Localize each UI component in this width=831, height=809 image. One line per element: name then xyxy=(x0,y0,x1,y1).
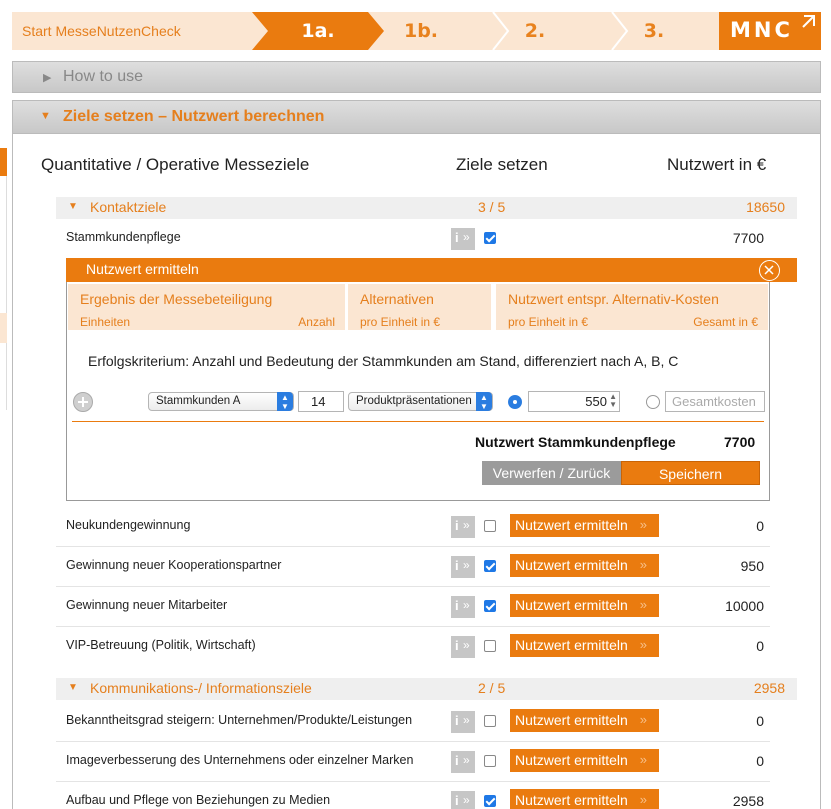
nutzwert-button[interactable]: Nutzwert ermitteln » xyxy=(510,634,659,657)
nutzwert-button[interactable]: Nutzwert ermitteln » xyxy=(510,749,659,772)
col-header-goals: Quantitative / Operative Messeziele xyxy=(41,155,310,174)
goal-checkbox[interactable] xyxy=(484,795,496,807)
tab-title: Alternativen xyxy=(360,291,434,307)
table-row xyxy=(56,782,770,809)
category-name: Kontaktziele xyxy=(90,199,167,215)
tab-nutzwert-kosten xyxy=(496,284,768,330)
nutzwert-button[interactable]: Nutzwert ermitteln » xyxy=(510,789,659,809)
total-cost-input[interactable] xyxy=(665,391,765,412)
category-value: 2958 xyxy=(753,680,785,696)
tab-sub-left: pro Einheit in € xyxy=(360,315,441,329)
goal-value: 7700 xyxy=(732,230,764,246)
expand-icon[interactable] xyxy=(798,14,816,30)
nutzwert-panel-title: Nutzwert ermitteln xyxy=(86,261,199,277)
tab-sub-right: Gesamt in € xyxy=(693,315,758,329)
caret-down-icon: ▼ xyxy=(40,110,51,122)
info-button[interactable]: i » xyxy=(451,228,475,250)
goal-name: Neukundengewinnung xyxy=(66,518,191,532)
success-criterion: Erfolgskriterium: Anzahl und Bedeutung der Stammkunden am Stand, differenziert nach A, B, C xyxy=(88,353,679,369)
goal-checkbox[interactable] xyxy=(484,560,496,572)
step-1a[interactable]: 1a. xyxy=(301,20,335,42)
total-radio[interactable] xyxy=(646,395,660,409)
price-value: 550 xyxy=(585,394,607,409)
price-radio[interactable] xyxy=(508,395,522,409)
goal-checkbox[interactable] xyxy=(484,715,496,727)
tab-title: Nutzwert entspr. Alternativ-Kosten xyxy=(508,291,719,307)
category-value: 18650 xyxy=(746,199,785,215)
goal-name: VIP-Betreuung (Politik, Wirtschaft) xyxy=(66,638,256,652)
goal-name: Bekanntheitsgrad steigern: Unternehmen/Produkte/Leistungen xyxy=(66,713,413,727)
category-name: Kommunikations-/ Informationsziele xyxy=(90,680,312,696)
step-2[interactable]: 2. xyxy=(524,20,546,42)
tab-sub-left: pro Einheit in € xyxy=(508,315,589,329)
total-cost-placeholder: Gesamtkosten xyxy=(672,394,756,409)
goal-checkbox[interactable] xyxy=(484,755,496,767)
goal-value: 0 xyxy=(756,713,764,729)
goal-checkbox[interactable] xyxy=(484,520,496,532)
total-label: Nutzwert Stammkundenpflege xyxy=(475,434,676,450)
nutzwert-button[interactable]: Nutzwert ermitteln » xyxy=(510,514,659,537)
info-button[interactable]: i » xyxy=(451,711,475,733)
how-to-use-bar[interactable] xyxy=(12,61,821,93)
caret-down-icon: ▼ xyxy=(68,682,78,693)
info-button[interactable]: i » xyxy=(451,596,475,618)
info-button[interactable]: i » xyxy=(451,751,475,773)
step-3[interactable]: 3. xyxy=(643,20,665,42)
table-row xyxy=(56,627,770,667)
select-arrows-icon: ▲ ▼ xyxy=(476,392,492,411)
add-icon[interactable] xyxy=(73,392,93,412)
quantity-input[interactable] xyxy=(298,391,344,412)
goal-checkbox[interactable] xyxy=(484,640,496,652)
quantity-value: 14 xyxy=(311,394,326,409)
goal-name: Gewinnung neuer Kooperationspartner xyxy=(66,558,282,572)
alternative-select[interactable] xyxy=(348,392,493,411)
tab-ergebnis xyxy=(68,284,345,330)
goal-name: Gewinnung neuer Mitarbeiter xyxy=(66,598,228,612)
table-row xyxy=(56,742,770,782)
info-button[interactable]: i » xyxy=(451,556,475,578)
unit-select[interactable] xyxy=(148,392,294,411)
logo-text: MNC xyxy=(730,18,793,42)
discard-button[interactable]: Verwerfen / Zurück xyxy=(482,461,621,485)
divider xyxy=(72,421,764,422)
goal-name: Imageverbesserung des Unternehmens oder einzelner Marken xyxy=(66,753,414,767)
save-button[interactable]: Speichern xyxy=(621,461,760,485)
col-header-value: Nutzwert in € xyxy=(667,155,767,174)
goal-value: 10000 xyxy=(725,598,764,614)
goal-name: Aufbau und Pflege von Beziehungen zu Medien xyxy=(66,793,331,807)
close-icon[interactable] xyxy=(759,260,780,281)
col-header-set-goals: Ziele setzen xyxy=(456,155,548,174)
goal-name: Stammkundenpflege xyxy=(66,230,181,244)
table-row xyxy=(56,547,770,587)
category-count: 3 / 5 xyxy=(478,199,506,215)
nutzwert-button[interactable]: Nutzwert ermitteln » xyxy=(510,709,659,732)
ziele-bar[interactable] xyxy=(12,100,821,134)
nutzwert-button[interactable]: Nutzwert ermitteln » xyxy=(510,594,659,617)
how-to-use-label: How to use xyxy=(63,68,144,85)
table-row xyxy=(56,702,770,742)
total-value: 7700 xyxy=(724,434,756,450)
category-kontaktziele[interactable] xyxy=(56,197,797,219)
nutzwert-panel-header xyxy=(66,258,797,282)
category-kommunikationsziele[interactable] xyxy=(56,678,797,700)
info-button[interactable]: i » xyxy=(451,636,475,658)
goal-value: 0 xyxy=(756,638,764,654)
tab-title: Ergebnis der Messebeteiligung xyxy=(80,291,273,307)
table-row xyxy=(56,507,770,547)
info-button[interactable]: i » xyxy=(451,791,475,809)
caret-down-icon: ▼ xyxy=(68,201,78,212)
unit-select-value: Stammkunden A xyxy=(156,395,241,407)
left-edge-highlight xyxy=(0,148,7,176)
ziele-title: Ziele setzen – Nutzwert berechnen xyxy=(63,108,325,125)
step-1b[interactable]: 1b. xyxy=(403,20,439,42)
goal-checkbox[interactable] xyxy=(484,600,496,612)
goal-value: 950 xyxy=(740,558,764,574)
goal-value: 2958 xyxy=(732,793,764,809)
tab-sub-left: Einheiten xyxy=(80,315,131,329)
category-count: 2 / 5 xyxy=(478,680,506,696)
price-input[interactable] xyxy=(528,391,620,412)
table-row xyxy=(56,587,770,627)
start-link[interactable]: Start MesseNutzenCheck xyxy=(22,23,181,39)
alternative-select-value: Produktpräsentationen xyxy=(356,395,472,407)
info-button[interactable]: i » xyxy=(451,516,475,538)
left-edge-panel xyxy=(0,148,7,410)
stepper-icon[interactable]: ▲ ▼ xyxy=(609,392,617,409)
goal-value: 0 xyxy=(756,518,764,534)
select-arrows-icon: ▲ ▼ xyxy=(277,392,293,411)
goal-value: 0 xyxy=(756,753,764,769)
caret-right-icon: ▶ xyxy=(43,72,52,84)
tab-sub-right: Anzahl xyxy=(298,315,335,329)
tab-alternativen xyxy=(348,284,491,330)
goal-checkbox[interactable] xyxy=(484,232,496,244)
table-row xyxy=(56,219,770,258)
left-edge-highlight-light xyxy=(0,313,7,343)
nutzwert-button[interactable]: Nutzwert ermitteln » xyxy=(510,554,659,577)
